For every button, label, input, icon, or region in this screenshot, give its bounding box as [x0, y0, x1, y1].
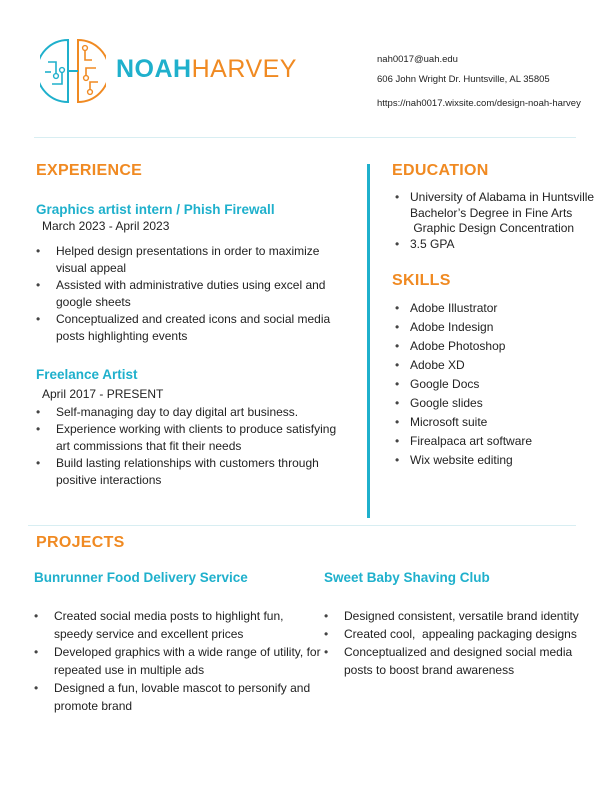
list-item: • Created cool, appealing packaging designs	[324, 625, 586, 643]
list-item: • Adobe Photoshop	[395, 337, 605, 356]
list-item: • Self-managing day to day digital art business.	[36, 404, 346, 421]
first-name: NOAH	[116, 55, 192, 83]
column-divider	[367, 164, 370, 518]
list-item: • Google slides	[395, 394, 605, 413]
list-item: • Adobe XD	[395, 356, 605, 375]
header-divider	[34, 137, 576, 138]
address-text: 606 John Wright Dr. Huntsville, AL 35805	[377, 74, 550, 85]
list-item: • Developed graphics with a wide range of utility, for repeated use in multiple ads	[34, 643, 324, 679]
experience-heading: EXPERIENCE	[36, 162, 143, 179]
job-bullets	[36, 404, 346, 489]
page-title	[116, 54, 297, 84]
list-item: • Wix website editing	[395, 451, 605, 470]
job-title: Graphics artist intern / Phish Firewall	[36, 202, 275, 217]
list-item: • Microsoft suite	[395, 413, 605, 432]
degree: Bachelor’s Degree in Fine Arts	[410, 205, 573, 220]
list-item: • Adobe Illustrator	[395, 299, 605, 318]
list-item: • Assisted with administrative duties using excel and google sheets	[36, 277, 336, 311]
email-link[interactable]: nah0017@uah.edu	[377, 54, 458, 65]
skills-list	[395, 299, 605, 470]
project-title: Bunrunner Food Delivery Service	[34, 570, 248, 585]
project-bullets	[324, 607, 586, 679]
projects-heading: PROJECTS	[36, 534, 125, 551]
project-title: Sweet Baby Shaving Club	[324, 570, 490, 585]
list-item: • Designed consistent, versatile brand identity	[324, 607, 586, 625]
job-bullets	[36, 243, 336, 345]
school-name: • University of Alabama in Huntsville	[410, 190, 595, 204]
job-dates: March 2023 - April 2023	[42, 219, 170, 233]
section-divider	[28, 525, 576, 526]
list-item: • 3.5 GPA	[395, 237, 605, 253]
list-item: • Build lasting relationships with customers through positive interactions	[36, 455, 346, 489]
list-item: • Conceptualized and created icons and social media posts highlighting events	[36, 311, 336, 345]
last-name: HARVEY	[191, 55, 297, 83]
job-title: Freelance Artist	[36, 367, 138, 382]
list-item: • Experience working with clients to produce satisfying art commissions that fit their needs	[36, 421, 346, 455]
list-item: • Conceptualized and designed social media posts to boost brand awareness	[324, 643, 586, 679]
list-item: • Firealpaca art software	[395, 432, 605, 451]
project-bullets	[34, 607, 324, 715]
list-item: • Designed a fun, lovable mascot to personify and promote brand	[34, 679, 324, 715]
education-heading: EDUCATION	[392, 162, 489, 179]
concentration: Graphic Design Concentration	[410, 221, 575, 235]
skills-heading: SKILLS	[392, 272, 451, 289]
list-item	[395, 190, 605, 237]
job-dates: April 2017 - PRESENT	[42, 387, 164, 401]
education-list	[395, 190, 605, 252]
logo-icon	[40, 38, 106, 104]
list-item: • Google Docs	[395, 375, 605, 394]
list-item: • Created social media posts to highlight fun, speedy service and excellent prices	[34, 607, 324, 643]
list-item: • Helped design presentations in order to maximize visual appeal	[36, 243, 336, 277]
list-item: • Adobe Indesign	[395, 318, 605, 337]
website-link[interactable]: https://nah0017.wixsite.com/design-noah-harvey	[377, 98, 581, 109]
